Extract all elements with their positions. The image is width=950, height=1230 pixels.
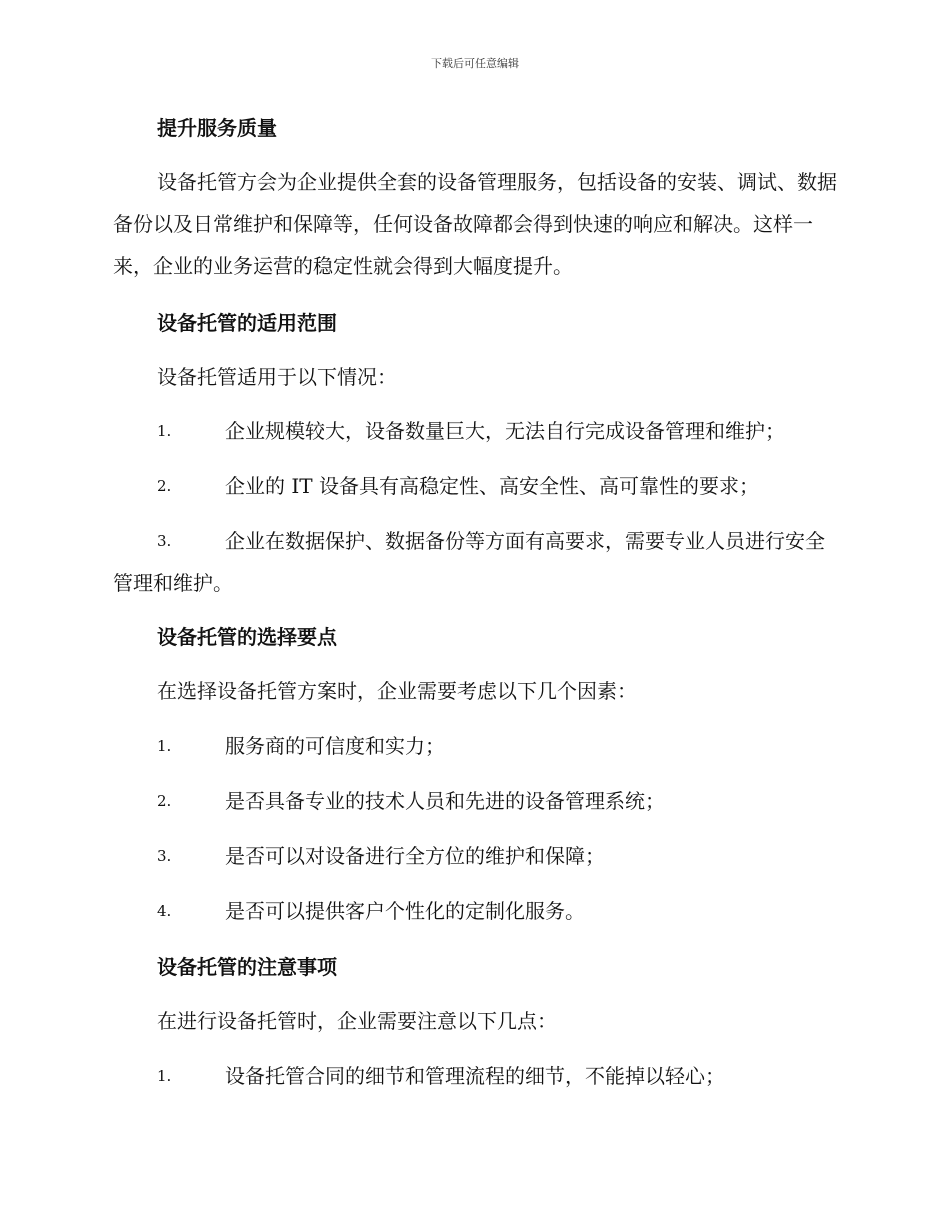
section-paragraph: 设备托管方会为企业提供全套的设备管理服务，包括设备的安装、调试、数据备份以及日常维护和保障等，任何设备故障都会得到快速的响应和解决。这样一来，企业的业务运营的稳定性就会得到大幅度提升。 <box>113 170 837 278</box>
list-number: 2. <box>157 792 172 810</box>
section-heading: 设备托管的适用范围 <box>157 311 337 335</box>
section-intro: 在选择设备托管方案时，企业需要考虑以下几个因素： <box>157 679 637 703</box>
section-heading: 设备托管的注意事项 <box>157 955 337 979</box>
list-number: 1. <box>157 737 172 755</box>
section-heading: 提升服务质量 <box>157 116 277 140</box>
list-text: 是否具备专业的技术人员和先进的设备管理系统； <box>225 789 665 813</box>
list-text: 服务商的可信度和实力； <box>225 734 445 758</box>
list-item <box>113 410 837 452</box>
section-intro: 在进行设备托管时，企业需要注意以下几点： <box>157 1009 557 1033</box>
list-item <box>113 890 837 932</box>
list-number: 2. <box>157 477 172 495</box>
list-text: 企业的 IT 设备具有高稳定性、高安全性、高可靠性的要求； <box>225 474 759 498</box>
list-text: 企业在数据保护、数据备份等方面有高要求，需要专业人员进行安全管理和维护。 <box>113 529 825 595</box>
list-item <box>113 465 837 507</box>
list-number: 1. <box>157 1067 172 1085</box>
list-number: 3. <box>157 847 172 865</box>
list-item <box>113 780 837 822</box>
list-number: 4. <box>157 902 172 920</box>
list-item <box>113 1055 837 1097</box>
list-number: 3. <box>157 532 172 550</box>
list-text: 设备托管合同的细节和管理流程的细节，不能掉以轻心； <box>225 1064 725 1088</box>
section-intro: 设备托管适用于以下情况： <box>157 365 397 389</box>
list-item <box>113 835 837 877</box>
list-text: 企业规模较大，设备数量巨大，无法自行完成设备管理和维护； <box>225 419 785 443</box>
list-text: 是否可以对设备进行全方位的维护和保障； <box>225 844 605 868</box>
page-header: 下载后可任意编辑 <box>431 57 519 70</box>
section-heading: 设备托管的选择要点 <box>157 625 337 649</box>
list-item <box>113 520 837 604</box>
list-number: 1. <box>157 422 172 440</box>
list-text: 是否可以提供客户个性化的定制化服务。 <box>225 899 585 923</box>
list-item <box>113 725 837 767</box>
